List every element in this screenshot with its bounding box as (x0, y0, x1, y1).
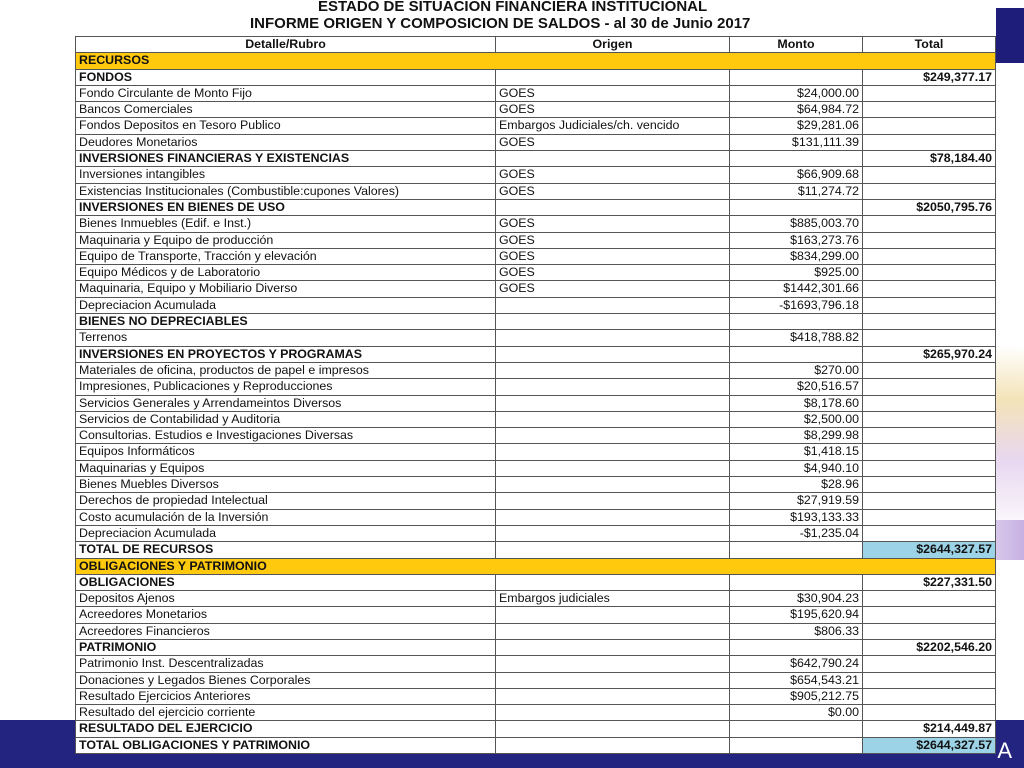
origin-cell (496, 705, 730, 721)
origin-cell (496, 525, 730, 541)
origin-cell: GOES (496, 248, 730, 264)
table-row (76, 477, 996, 493)
group-label: FONDOS (76, 69, 496, 85)
total-cell (863, 297, 996, 313)
amount-cell: $28.96 (730, 477, 863, 493)
table-row (76, 102, 996, 118)
total-cell (863, 525, 996, 541)
amount-cell: $642,790.24 (730, 656, 863, 672)
table-header-row (76, 37, 996, 53)
origin-cell (496, 330, 730, 346)
group-row (76, 314, 996, 330)
amount-cell (730, 69, 863, 85)
amount-cell: $834,299.00 (730, 248, 863, 264)
group-label: PATRIMONIO (76, 639, 496, 655)
group-row (76, 574, 996, 590)
item-label: Acreedores Monetarios (76, 607, 496, 623)
origin-cell (496, 69, 730, 85)
item-label: Equipo Médicos y de Laboratorio (76, 265, 496, 281)
amount-cell: $66,909.68 (730, 167, 863, 183)
origin-cell (496, 428, 730, 444)
group-label: BIENES NO DEPRECIABLES (76, 314, 496, 330)
item-label: Existencias Institucionales (Combustible:cupones Valores) (76, 183, 496, 199)
grand-total-value: $2644,327.57 (863, 542, 996, 558)
amount-cell: $8,299.98 (730, 428, 863, 444)
grand-total-label: TOTAL OBLIGACIONES Y PATRIMONIO (76, 737, 496, 753)
total-cell (863, 411, 996, 427)
origin-cell: GOES (496, 102, 730, 118)
table-row (76, 167, 996, 183)
table-row (76, 216, 996, 232)
table-row (76, 85, 996, 101)
amount-cell: $885,003.70 (730, 216, 863, 232)
origin-cell (496, 314, 730, 330)
group-label: OBLIGACIONES (76, 574, 496, 590)
total-cell (863, 281, 996, 297)
table-row (76, 623, 996, 639)
section-label: OBLIGACIONES Y PATRIMONIO (76, 558, 996, 574)
table-row (76, 395, 996, 411)
amount-cell: $131,111.39 (730, 134, 863, 150)
table-row (76, 444, 996, 460)
group-row (76, 69, 996, 85)
amount-cell: $163,273.76 (730, 232, 863, 248)
total-cell (863, 444, 996, 460)
table-row (76, 118, 996, 134)
origin-cell (496, 509, 730, 525)
total-cell (863, 134, 996, 150)
total-cell (863, 428, 996, 444)
group-row (76, 199, 996, 215)
item-label: Maquinaria, Equipo y Mobiliario Diverso (76, 281, 496, 297)
amount-cell: $418,788.82 (730, 330, 863, 346)
table-row (76, 428, 996, 444)
origin-cell (496, 623, 730, 639)
column-header-total: Total (863, 37, 996, 53)
table-body (76, 53, 996, 754)
table-row (76, 379, 996, 395)
total-cell (863, 509, 996, 525)
amount-cell (730, 346, 863, 362)
table-row (76, 607, 996, 623)
item-label: Maquinarias y Equipos (76, 460, 496, 476)
table-row (76, 460, 996, 476)
origin-cell: GOES (496, 85, 730, 101)
amount-cell: $905,212.75 (730, 688, 863, 704)
table-row (76, 232, 996, 248)
total-cell (863, 167, 996, 183)
amount-cell (730, 542, 863, 558)
amount-cell (730, 199, 863, 215)
amount-cell: $1442,301.66 (730, 281, 863, 297)
column-header-origen: Origen (496, 37, 730, 53)
origin-cell (496, 199, 730, 215)
amount-cell: $24,000.00 (730, 85, 863, 101)
amount-cell (730, 314, 863, 330)
section-row (76, 53, 996, 69)
amount-cell: $30,904.23 (730, 591, 863, 607)
amount-cell: $193,133.33 (730, 509, 863, 525)
report-subtitle: INFORME ORIGEN Y COMPOSICION DE SALDOS - al 30 de Junio 2017 (250, 15, 751, 32)
amount-cell (730, 737, 863, 753)
grand-total-row (76, 737, 996, 753)
total-cell (863, 314, 996, 330)
total-cell: $78,184.40 (863, 151, 996, 167)
amount-cell: $654,543.21 (730, 672, 863, 688)
origin-cell (496, 395, 730, 411)
group-label: INVERSIONES EN PROYECTOS Y PROGRAMAS (76, 346, 496, 362)
grand-total-value: $2644,327.57 (863, 737, 996, 753)
total-cell (863, 493, 996, 509)
total-cell (863, 460, 996, 476)
amount-cell (730, 574, 863, 590)
table-row (76, 525, 996, 541)
amount-cell: $0.00 (730, 705, 863, 721)
amount-cell: $195,620.94 (730, 607, 863, 623)
group-row (76, 639, 996, 655)
table-row (76, 134, 996, 150)
group-label: INVERSIONES FINANCIERAS Y EXISTENCIAS (76, 151, 496, 167)
item-label: Equipos Informáticos (76, 444, 496, 460)
amount-cell: $270.00 (730, 362, 863, 378)
origin-cell (496, 411, 730, 427)
footer-letter: A (997, 738, 1012, 763)
item-label: Depositos Ajenos (76, 591, 496, 607)
origin-cell (496, 444, 730, 460)
item-label: Maquinaria y Equipo de producción (76, 232, 496, 248)
grand-total-label: TOTAL DE RECURSOS (76, 542, 496, 558)
amount-cell: $806.33 (730, 623, 863, 639)
origin-cell (496, 542, 730, 558)
item-label: Bancos Comerciales (76, 102, 496, 118)
item-label: Acreedores Financieros (76, 623, 496, 639)
group-row (76, 151, 996, 167)
amount-cell (730, 639, 863, 655)
origin-cell: GOES (496, 281, 730, 297)
table-row (76, 183, 996, 199)
total-cell: $214,449.87 (863, 721, 996, 737)
item-label: Materiales de oficina, productos de papel e impresos (76, 362, 496, 378)
table-row (76, 265, 996, 281)
group-label: INVERSIONES EN BIENES DE USO (76, 199, 496, 215)
origin-cell (496, 151, 730, 167)
decorative-stripe (994, 520, 1024, 560)
total-cell (863, 591, 996, 607)
total-cell (863, 118, 996, 134)
total-cell (863, 672, 996, 688)
item-label: Impresiones, Publicaciones y Reproducciones (76, 379, 496, 395)
total-cell (863, 705, 996, 721)
total-cell (863, 265, 996, 281)
group-row (76, 346, 996, 362)
origin-cell: Embargos judiciales (496, 591, 730, 607)
amount-cell: -$1,235.04 (730, 525, 863, 541)
table-row (76, 509, 996, 525)
table-row (76, 688, 996, 704)
item-label: Terrenos (76, 330, 496, 346)
amount-cell (730, 721, 863, 737)
origin-cell: GOES (496, 167, 730, 183)
item-label: Inversiones intangibles (76, 167, 496, 183)
origin-cell (496, 737, 730, 753)
item-label: Donaciones y Legados Bienes Corporales (76, 672, 496, 688)
total-cell: $265,970.24 (863, 346, 996, 362)
origin-cell (496, 297, 730, 313)
total-cell (863, 248, 996, 264)
table-row (76, 362, 996, 378)
total-cell (863, 395, 996, 411)
total-cell (863, 607, 996, 623)
amount-cell: $11,274.72 (730, 183, 863, 199)
origin-cell: GOES (496, 134, 730, 150)
amount-cell: $20,516.57 (730, 379, 863, 395)
item-label: Servicios Generales y Arrendameintos Diversos (76, 395, 496, 411)
item-label: Equipo de Transporte, Tracción y elevación (76, 248, 496, 264)
column-header-detalle: Detalle/Rubro (76, 37, 496, 53)
total-cell (863, 656, 996, 672)
origin-cell: GOES (496, 265, 730, 281)
table-row (76, 330, 996, 346)
table-row (76, 281, 996, 297)
item-label: Depreciacion Acumulada (76, 525, 496, 541)
table-row (76, 672, 996, 688)
total-cell (863, 379, 996, 395)
origin-cell (496, 362, 730, 378)
total-cell (863, 183, 996, 199)
total-cell: $227,331.50 (863, 574, 996, 590)
amount-cell (730, 151, 863, 167)
origin-cell (496, 639, 730, 655)
total-cell: $2050,795.76 (863, 199, 996, 215)
amount-cell: $4,940.10 (730, 460, 863, 476)
column-header-monto: Monto (730, 37, 863, 53)
item-label: Fondos Depositos en Tesoro Publico (76, 118, 496, 134)
table-row (76, 248, 996, 264)
decorative-side-panel (994, 0, 1024, 768)
item-label: Depreciacion Acumulada (76, 297, 496, 313)
section-label: RECURSOS (76, 53, 996, 69)
table-row (76, 297, 996, 313)
origin-cell (496, 721, 730, 737)
item-label: Servicios de Contabilidad y Auditoria (76, 411, 496, 427)
item-label: Derechos de propiedad Intelectual (76, 493, 496, 509)
total-cell (863, 362, 996, 378)
total-cell (863, 232, 996, 248)
item-label: Bienes Inmuebles (Edif. e Inst.) (76, 216, 496, 232)
group-row (76, 721, 996, 737)
item-label: Patrimonio Inst. Descentralizadas (76, 656, 496, 672)
item-label: Resultado Ejercicios Anteriores (76, 688, 496, 704)
origin-cell: Embargos Judiciales/ch. vencido (496, 118, 730, 134)
table-row (76, 493, 996, 509)
origin-cell (496, 607, 730, 623)
group-label: RESULTADO DEL EJERCICIO (76, 721, 496, 737)
amount-cell: -$1693,796.18 (730, 297, 863, 313)
origin-cell (496, 477, 730, 493)
amount-cell: $64,984.72 (730, 102, 863, 118)
item-label: Deudores Monetarios (76, 134, 496, 150)
origin-cell (496, 574, 730, 590)
origin-cell (496, 460, 730, 476)
item-label: Bienes Muebles Diversos (76, 477, 496, 493)
total-cell (863, 623, 996, 639)
table-row (76, 411, 996, 427)
table-row (76, 591, 996, 607)
section-row (76, 558, 996, 574)
amount-cell: $1,418.15 (730, 444, 863, 460)
origin-cell (496, 672, 730, 688)
amount-cell: $8,178.60 (730, 395, 863, 411)
total-cell (863, 85, 996, 101)
item-label: Costo acumulación de la Inversión (76, 509, 496, 525)
origin-cell: GOES (496, 216, 730, 232)
balance-table (75, 36, 996, 754)
grand-total-row (76, 542, 996, 558)
amount-cell: $2,500.00 (730, 411, 863, 427)
item-label: Consultorias. Estudios e Investigaciones Diversas (76, 428, 496, 444)
origin-cell: GOES (496, 232, 730, 248)
amount-cell: $27,919.59 (730, 493, 863, 509)
origin-cell (496, 656, 730, 672)
total-cell (863, 102, 996, 118)
total-cell (863, 216, 996, 232)
origin-cell (496, 346, 730, 362)
amount-cell: $29,281.06 (730, 118, 863, 134)
item-label: Fondo Circulante de Monto Fijo (76, 85, 496, 101)
report-title: ESTADO DE SITUACION FINANCIERA INSTITUCIONAL (318, 0, 708, 15)
table-row (76, 705, 996, 721)
total-cell (863, 330, 996, 346)
table-row (76, 656, 996, 672)
origin-cell (496, 379, 730, 395)
amount-cell: $925.00 (730, 265, 863, 281)
origin-cell (496, 688, 730, 704)
origin-cell: GOES (496, 183, 730, 199)
total-cell (863, 688, 996, 704)
item-label: Resultado del ejercicio corriente (76, 705, 496, 721)
decorative-stripe (996, 8, 1024, 63)
total-cell (863, 477, 996, 493)
total-cell: $2202,546.20 (863, 639, 996, 655)
origin-cell (496, 493, 730, 509)
total-cell: $249,377.17 (863, 69, 996, 85)
